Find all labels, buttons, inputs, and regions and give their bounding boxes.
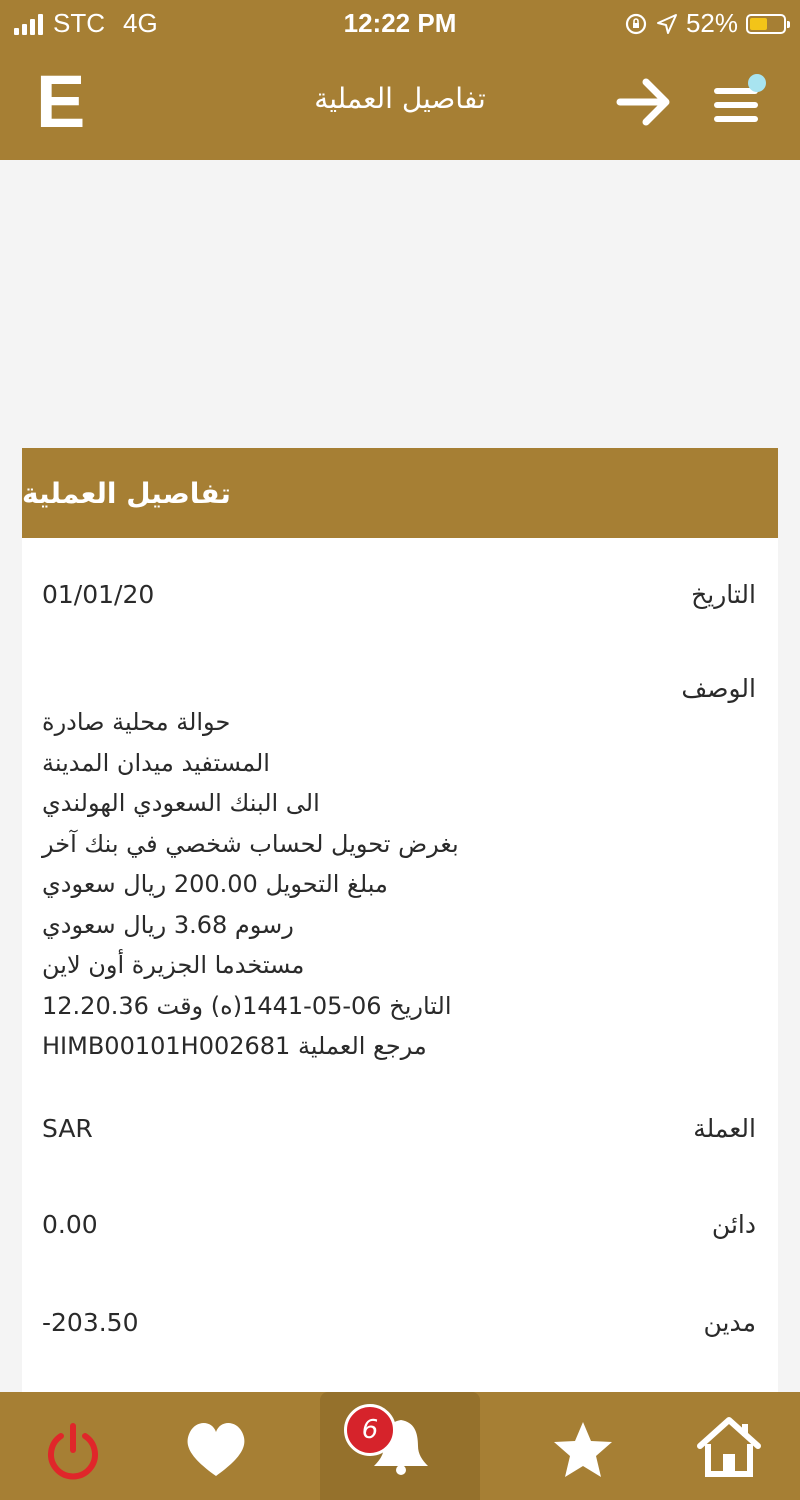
description-line: التاريخ 06-05-1441(ه) وقت 12.20.36 bbox=[42, 991, 452, 1020]
credit-label: دائن bbox=[711, 1210, 756, 1239]
bottom-tab-bar bbox=[0, 1392, 800, 1500]
home-tab[interactable] bbox=[668, 1392, 788, 1500]
date-value: 01/01/20 bbox=[42, 580, 155, 609]
credit-row bbox=[22, 1210, 778, 1250]
description-line: بغرض تحويل لحساب شخصي في بنك آخر bbox=[42, 829, 459, 858]
heart-icon bbox=[184, 1420, 248, 1478]
currency-row bbox=[22, 1114, 778, 1154]
description-label: الوصف bbox=[681, 674, 756, 703]
favorites-tab[interactable] bbox=[156, 1392, 276, 1500]
status-bar bbox=[0, 0, 800, 48]
description-line: الى البنك السعودي الهولندي bbox=[42, 789, 320, 817]
hamburger-menu-icon[interactable] bbox=[710, 74, 774, 138]
description-line: مبلغ التحويل 200.00 ريال سعودي bbox=[42, 870, 388, 898]
currency-label: العملة bbox=[693, 1114, 756, 1143]
description-line: المستفيد ميدان المدينة bbox=[42, 748, 270, 777]
description-line: مستخدما الجزيرة أون لاين bbox=[42, 951, 305, 979]
currency-value: SAR bbox=[42, 1114, 93, 1143]
app-logo: E bbox=[36, 60, 86, 143]
battery-percent: 52% bbox=[685, 8, 738, 38]
card-header: تفاصيل العملية bbox=[22, 448, 778, 538]
page-title: تفاصيل العملية bbox=[314, 82, 486, 115]
debit-value: -203.50 bbox=[42, 1308, 139, 1337]
navigation-bar bbox=[0, 48, 800, 160]
logout-tab[interactable] bbox=[12, 1392, 132, 1500]
description-line: حوالة محلية صادرة bbox=[42, 708, 231, 736]
status-time: 12:22 PM bbox=[343, 8, 457, 38]
notification-dot bbox=[748, 74, 766, 92]
orientation-lock-icon bbox=[624, 12, 648, 36]
debit-row bbox=[22, 1308, 778, 1348]
date-row bbox=[22, 580, 778, 620]
bookmarks-tab[interactable] bbox=[524, 1392, 644, 1500]
notifications-tab[interactable] bbox=[320, 1392, 480, 1500]
home-icon bbox=[696, 1416, 762, 1478]
description-row bbox=[22, 674, 778, 1060]
credit-value: 0.00 bbox=[42, 1210, 98, 1239]
battery-icon bbox=[746, 14, 786, 34]
status-right bbox=[624, 8, 786, 39]
description-line: مرجع العملية HIMB00101H002681 bbox=[42, 1032, 427, 1060]
description-lines bbox=[42, 702, 562, 1067]
carrier-name: STC bbox=[53, 8, 105, 38]
network-type: 4G bbox=[123, 8, 158, 38]
transaction-details-card bbox=[22, 448, 778, 1408]
description-line: رسوم 3.68 ريال سعودي bbox=[42, 910, 294, 939]
power-icon bbox=[44, 1422, 102, 1480]
arrow-right-icon[interactable] bbox=[612, 70, 676, 134]
date-label: التاريخ bbox=[691, 580, 756, 609]
star-icon bbox=[552, 1420, 614, 1480]
location-icon bbox=[656, 13, 678, 35]
notification-count-badge: 6 bbox=[344, 1404, 396, 1456]
debit-label: مدين bbox=[703, 1308, 756, 1337]
